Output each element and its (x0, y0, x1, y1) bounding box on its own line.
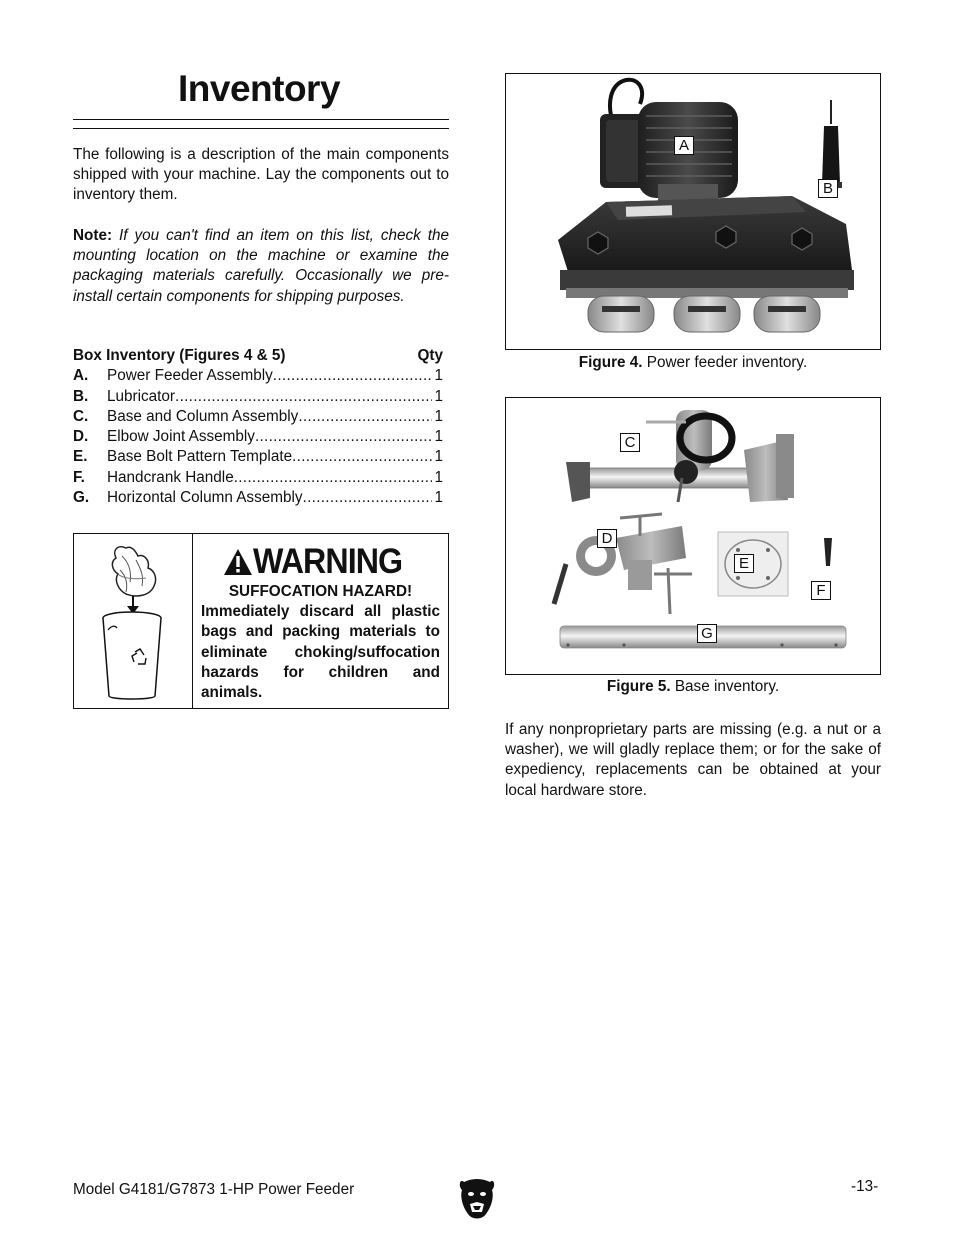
item-name: Base and Column Assembly (107, 407, 299, 425)
warning-triangle-icon (223, 547, 253, 577)
item-qty: 1 (434, 468, 443, 486)
item-qty: 1 (434, 387, 443, 405)
callout-a: A (674, 136, 694, 155)
leader-dots (255, 427, 433, 447)
item-letter: A. (73, 367, 89, 385)
figure-5-photo (505, 397, 881, 675)
item-qty: 1 (434, 428, 443, 446)
inventory-item (73, 407, 443, 427)
item-qty: 1 (434, 489, 443, 507)
item-letter: D. (73, 428, 89, 446)
note-paragraph (73, 226, 449, 307)
inventory-header (73, 346, 443, 366)
item-qty: 1 (434, 448, 443, 466)
note-text: If you can't find an item on this list, check the mounting location on the machine or examine the packaging materials carefully. Occasionally we pre-install certain components for shipping purposes. (73, 227, 450, 305)
leader-dots (175, 387, 432, 407)
figure-4-caption (505, 354, 881, 372)
box-inventory-list (73, 346, 443, 508)
leader-dots (273, 366, 433, 386)
intro-paragraph: The following is a description of the main components shipped with your machine. Lay the components out to inventory them. (73, 146, 449, 204)
callout-f: F (811, 581, 831, 600)
power-feeder-illustration (506, 74, 879, 348)
base-inventory-illustration (506, 398, 879, 673)
item-name: Horizontal Column Assembly (107, 489, 303, 507)
item-letter: B. (73, 387, 89, 405)
inventory-heading: Box Inventory (Figures 4 & 5) (73, 347, 286, 364)
item-name: Power Feeder Assembly (107, 367, 273, 385)
figure-5-caption (505, 678, 881, 696)
title-rule-bottom (73, 128, 449, 129)
item-letter: C. (73, 407, 89, 425)
replacement-parts-paragraph: If any nonproprietary parts are missing (e.g. a nut or a washer), we will gladly replace them; or for the sake of expediency, replacements can be obtained at your local hardware store. (505, 721, 881, 799)
figure-5-label: Figure 5. (606, 678, 671, 695)
inventory-item (73, 447, 443, 467)
inventory-item (73, 387, 443, 407)
warning-body-block (201, 582, 440, 703)
warning-header (223, 542, 415, 582)
item-letter: E. (73, 448, 88, 466)
leader-dots (303, 488, 433, 508)
inventory-item (73, 366, 443, 386)
leader-dots (234, 468, 433, 488)
warning-title: WARNING (253, 542, 403, 581)
warning-body: Immediately discard all plastic bags and packing materials to eliminate choking/suffocation hazards for children and animals. (201, 603, 440, 702)
grizzly-bear-logo (458, 1176, 496, 1224)
page-title: Inventory (178, 68, 341, 109)
figure-4-text: Power feeder inventory. (646, 354, 808, 371)
note-label: Note: (73, 227, 113, 244)
item-letter: F. (73, 468, 85, 486)
item-name: Elbow Joint Assembly (107, 428, 255, 446)
item-qty: 1 (434, 407, 443, 425)
item-qty: 1 (434, 367, 443, 385)
figure-5-text: Base inventory. (674, 678, 780, 695)
warning-text-panel (193, 534, 448, 708)
callout-d: D (597, 529, 617, 548)
warning-hazard-title: SUFFOCATION HAZARD! (228, 583, 413, 600)
item-name: Lubricator (107, 387, 176, 405)
inventory-qty-heading: Qty (417, 347, 443, 364)
item-name: Base Bolt Pattern Template (107, 448, 293, 466)
inventory-item (73, 427, 443, 447)
callout-g: G (697, 624, 717, 643)
callout-c: C (620, 433, 640, 452)
footer-model: Model G4181/G7873 1-HP Power Feeder (73, 1181, 355, 1198)
warning-icon-panel (74, 534, 193, 708)
title-rule-top (73, 119, 449, 120)
leader-dots (292, 447, 432, 467)
figure-4-label: Figure 4. (578, 354, 643, 371)
figure-4-photo (505, 73, 881, 350)
item-name: Handcrank Handle (107, 468, 234, 486)
warning-box (73, 533, 449, 709)
callout-e: E (734, 554, 754, 573)
page-number: -13- (851, 1178, 879, 1195)
callout-b: B (818, 179, 838, 198)
leader-dots (298, 407, 432, 427)
trash-can-plastic-bag-icon (74, 534, 193, 710)
inventory-item (73, 468, 443, 488)
inventory-item (73, 488, 443, 508)
item-letter: G. (73, 489, 90, 507)
